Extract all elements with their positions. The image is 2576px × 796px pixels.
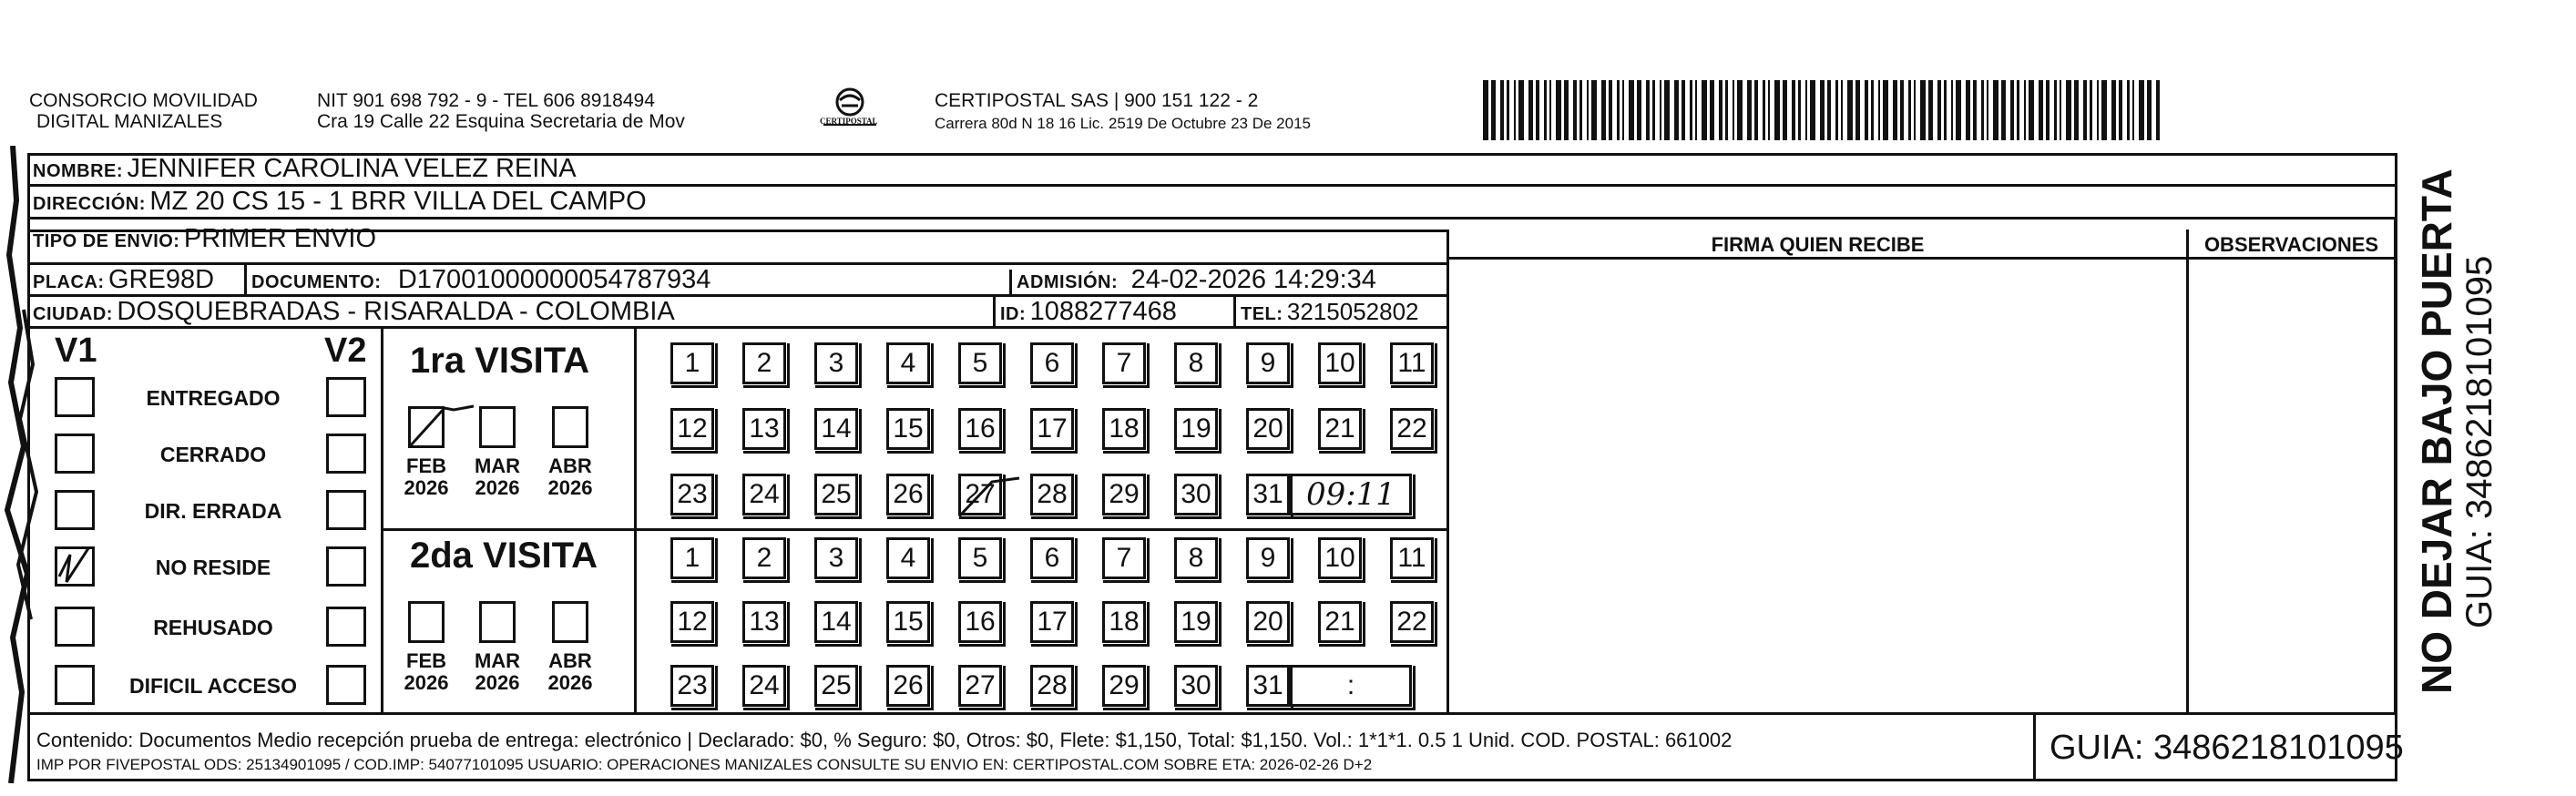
v2-checkbox[interactable]	[326, 434, 366, 474]
day-number: 1	[684, 348, 700, 378]
contents-line: Contenido: Documentos Medio recepción prueba de entrega: electrónico | Declarado: $0, % Seguro: $0, Otros: $0, Flete: $1,150, Total: $1,150. Vol.: 1*1*1. 0.5 1 Unid. COD. POSTAL: 661002	[36, 729, 1733, 751]
id-label: ID:	[1000, 304, 1027, 324]
day-box[interactable]	[1246, 665, 1290, 707]
day-box[interactable]	[1246, 474, 1290, 515]
check-mark-icon	[57, 549, 94, 586]
day-box[interactable]	[1102, 342, 1146, 384]
month-checkbox[interactable]	[552, 406, 588, 448]
address-value: MZ 20 CS 15 - 1 BRR VILLA DEL CAMPO	[149, 187, 647, 216]
day-number: 1	[684, 543, 700, 573]
month-label	[399, 455, 454, 499]
day-number: 19	[1181, 607, 1211, 637]
day-box[interactable]	[958, 408, 1002, 450]
v2-checkbox[interactable]	[326, 665, 366, 705]
tel-label: TEL:	[1241, 304, 1283, 324]
check-mark-icon	[408, 406, 463, 448]
status-label: DIFICIL ACCESO	[128, 674, 297, 698]
company-name-line2: DIGITAL MANIZALES	[36, 111, 223, 132]
city-label: CIUDAD:	[33, 304, 113, 324]
day-number: 15	[893, 413, 924, 444]
nit-line: NIT 901 698 792 - 9 - TEL 606 8918494	[317, 90, 655, 111]
day-number: 17	[1037, 607, 1068, 637]
address-label: DIRECCIÓN:	[33, 194, 146, 214]
month-year: 2026	[475, 476, 520, 499]
month-name: ABR	[548, 454, 592, 477]
certipostal-logo	[818, 84, 882, 140]
day-number: 16	[965, 413, 996, 444]
day-box[interactable]	[814, 601, 858, 643]
v2-header: V2	[324, 332, 367, 370]
day-box[interactable]	[1246, 601, 1290, 643]
day-box[interactable]	[742, 408, 786, 450]
plate-value: GRE98D	[108, 265, 215, 294]
day-box[interactable]	[742, 342, 786, 384]
day-box[interactable]	[1030, 665, 1074, 707]
day-number: 7	[1116, 348, 1132, 378]
day-number: 26	[893, 670, 924, 700]
v1-checkbox[interactable]	[55, 434, 95, 474]
day-number: 22	[1396, 413, 1427, 444]
day-number: 5	[972, 543, 988, 573]
day-number: 27	[965, 670, 996, 700]
day-number: 19	[1181, 413, 1211, 444]
day-box[interactable]	[1030, 408, 1074, 450]
day-number: 3	[828, 348, 844, 378]
day-number: 21	[1324, 607, 1355, 637]
day-box[interactable]	[1030, 474, 1074, 515]
shipping-type-value: PRIMER ENVIO	[183, 224, 377, 253]
document-field	[251, 264, 710, 300]
day-box[interactable]	[670, 474, 714, 515]
day-box[interactable]	[742, 601, 786, 643]
torn-edge-decoration	[0, 146, 55, 783]
day-box[interactable]	[1174, 537, 1218, 579]
month-name: MAR	[474, 649, 521, 672]
day-box[interactable]	[1030, 537, 1074, 579]
month-name: MAR	[474, 454, 521, 477]
day-box[interactable]	[1174, 601, 1218, 643]
day-box[interactable]	[670, 342, 714, 384]
day-box[interactable]	[670, 537, 714, 579]
month-name: FEB	[406, 649, 446, 672]
day-number: 20	[1252, 607, 1283, 637]
month-checkbox[interactable]	[408, 601, 445, 643]
shipping-type-row	[33, 219, 376, 263]
day-box[interactable]	[1246, 537, 1290, 579]
status-label: ENTREGADO	[146, 386, 281, 410]
plate-label: PLACA:	[33, 272, 105, 292]
admission-label: ADMISIÓN:	[1017, 272, 1119, 292]
day-number: 29	[1109, 479, 1140, 509]
day-number: 24	[749, 670, 780, 700]
month-checkbox[interactable]	[552, 601, 588, 643]
day-box[interactable]	[1318, 537, 1362, 579]
day-box[interactable]	[886, 601, 930, 643]
id-value: 1088277468	[1029, 297, 1177, 326]
day-number: 10	[1324, 348, 1355, 378]
day-box[interactable]	[1102, 537, 1146, 579]
day-box[interactable]	[886, 537, 930, 579]
day-number: 8	[1188, 543, 1204, 573]
month-year: 2026	[404, 476, 449, 499]
observations-column-header: OBSERVACIONES	[2203, 233, 2379, 256]
logo-caption: CERTIPOSTAL	[820, 117, 878, 126]
v2-checkbox[interactable]	[326, 490, 366, 530]
month-year: 2026	[404, 671, 449, 694]
day-number: 26	[893, 479, 924, 509]
print-info-line: IMP POR FIVEPOSTAL ODS: 25134901095 / COD.IMP: 54077101095 USUARIO: OPERACIONES MANIZALES CONSULTE SU ENVIO EN: CERTIPOSTAL.COM SOBRE ETA: 2026-02-26 D+2	[36, 756, 1373, 773]
day-box[interactable]	[1246, 408, 1290, 450]
day-box[interactable]	[886, 474, 930, 515]
status-label: DIR. ERRADA	[144, 499, 282, 523]
visit1-time-handwritten: 09:11	[1306, 476, 1395, 513]
guide-number-side: GUIA: 3486218101095	[2459, 255, 2499, 628]
city-field	[33, 296, 675, 332]
day-box[interactable]	[1102, 408, 1146, 450]
month-checkbox[interactable]	[479, 406, 516, 448]
day-number: 8	[1188, 348, 1204, 378]
day-box[interactable]	[1318, 342, 1362, 384]
day-box[interactable]	[958, 537, 1002, 579]
day-number: 25	[821, 670, 852, 700]
day-box[interactable]	[814, 665, 858, 707]
day-number: 27	[965, 479, 996, 509]
no-leave-under-door-warning: NO DEJAR BAJO PUERTA	[2413, 168, 2460, 694]
day-number: 29	[1109, 670, 1140, 700]
day-box[interactable]	[886, 408, 930, 450]
day-number: 4	[900, 543, 916, 573]
day-box[interactable]	[1318, 601, 1362, 643]
day-box[interactable]	[670, 408, 714, 450]
day-box[interactable]	[670, 665, 714, 707]
city-value: DOSQUEBRADAS - RISARALDA - COLOMBIA	[117, 297, 675, 326]
day-number: 22	[1396, 607, 1427, 637]
visit1-title: 1ra VISITA	[410, 341, 590, 381]
day-box[interactable]	[1030, 601, 1074, 643]
check-mark-icon	[956, 476, 1019, 522]
day-number: 11	[1397, 543, 1426, 573]
month-year: 2026	[547, 671, 593, 694]
month-label	[470, 455, 525, 499]
day-number: 11	[1397, 348, 1426, 378]
day-number: 23	[677, 670, 708, 700]
day-number: 12	[677, 413, 708, 444]
sender-address-line: Cra 19 Calle 22 Esquina Secretaria de Mov	[317, 111, 685, 132]
month-year: 2026	[547, 476, 593, 499]
shipping-type-label: TIPO DE ENVIO:	[33, 231, 180, 251]
day-box[interactable]	[1174, 408, 1218, 450]
day-number: 24	[749, 479, 780, 509]
day-number: 23	[677, 479, 708, 509]
v1-checkbox[interactable]	[55, 607, 95, 647]
day-number: 9	[1260, 543, 1276, 573]
visit1-time-box[interactable]	[1290, 474, 1412, 515]
day-box[interactable]	[670, 601, 714, 643]
day-box[interactable]	[1390, 537, 1434, 579]
admission-field	[1017, 264, 1376, 300]
address-row	[33, 186, 647, 221]
v2-checkbox[interactable]	[326, 607, 366, 647]
month-label	[543, 650, 598, 694]
day-box[interactable]	[1174, 665, 1218, 707]
v1-checkbox[interactable]	[55, 490, 95, 530]
document-label: DOCUMENTO:	[251, 272, 382, 292]
day-box[interactable]	[1318, 408, 1362, 450]
visit2-title: 2da VISITA	[410, 536, 598, 576]
month-label	[470, 650, 525, 694]
name-row	[33, 153, 577, 189]
day-box[interactable]	[958, 342, 1002, 384]
day-number: 18	[1109, 607, 1140, 637]
day-box[interactable]	[814, 474, 858, 515]
day-number: 9	[1260, 348, 1276, 378]
day-number: 18	[1109, 413, 1140, 444]
day-number: 15	[893, 607, 924, 637]
day-number: 17	[1037, 413, 1068, 444]
month-name: ABR	[548, 649, 592, 672]
day-number: 2	[756, 348, 772, 378]
day-box[interactable]	[814, 342, 858, 384]
day-number: 30	[1181, 479, 1211, 509]
day-box[interactable]	[1390, 601, 1434, 643]
day-number: 3	[828, 543, 844, 573]
day-box[interactable]	[1102, 474, 1146, 515]
day-box[interactable]	[886, 342, 930, 384]
v1-header: V1	[55, 332, 97, 370]
day-number: 5	[972, 348, 988, 378]
day-number: 6	[1044, 348, 1060, 378]
signature-column-header: FIRMA QUIEN RECIBE	[1711, 233, 1925, 256]
month-label	[399, 650, 454, 694]
v1-checkbox[interactable]	[55, 546, 95, 587]
day-box[interactable]	[958, 601, 1002, 643]
month-checkbox[interactable]	[408, 406, 445, 448]
month-label	[543, 455, 598, 499]
day-number: 2	[756, 543, 772, 573]
day-box[interactable]	[1030, 342, 1074, 384]
day-number: 4	[900, 348, 916, 378]
carrier-line2: Carrera 80d N 18 16 Lic. 2519 De Octubre 23 De 2015	[935, 115, 1311, 132]
status-label: REHUSADO	[153, 616, 273, 639]
admission-value: 24-02-2026 14:29:34	[1130, 265, 1376, 294]
month-name: FEB	[406, 454, 446, 477]
day-number: 14	[821, 413, 852, 444]
day-number: 31	[1252, 670, 1283, 700]
visit2-time-placeholder: :	[1346, 670, 1355, 700]
day-number: 25	[821, 479, 852, 509]
day-number: 7	[1116, 543, 1132, 573]
day-number: 30	[1181, 670, 1211, 700]
day-box[interactable]	[1390, 408, 1434, 450]
certipostal-logo-icon	[818, 84, 882, 140]
name-label: NOMBRE:	[33, 161, 124, 181]
day-number: 31	[1252, 479, 1283, 509]
document-value: D17001000000054787934	[397, 265, 711, 294]
day-number: 16	[965, 607, 996, 637]
day-box[interactable]	[1102, 665, 1146, 707]
day-box[interactable]	[814, 408, 858, 450]
visit2-time-box[interactable]	[1290, 665, 1412, 707]
day-number: 13	[749, 607, 780, 637]
v1-checkbox[interactable]	[55, 665, 95, 705]
day-box[interactable]	[814, 537, 858, 579]
status-label: NO RESIDE	[155, 556, 271, 579]
day-number: 28	[1037, 670, 1068, 700]
day-box[interactable]	[742, 474, 786, 515]
day-box[interactable]	[958, 474, 1002, 515]
day-box[interactable]	[1174, 342, 1218, 384]
day-number: 14	[821, 607, 852, 637]
id-field	[1000, 296, 1177, 332]
v1-checkbox[interactable]	[55, 377, 95, 417]
company-name-line1: CONSORCIO MOVILIDAD	[29, 90, 258, 111]
day-number: 10	[1324, 543, 1355, 573]
v2-checkbox[interactable]	[326, 377, 366, 417]
barcode	[1483, 80, 2166, 140]
day-number: 28	[1037, 479, 1068, 509]
name-value: JENNIFER CAROLINA VELEZ REINA	[127, 154, 577, 183]
day-box[interactable]	[1174, 474, 1218, 515]
carrier-line1: CERTIPOSTAL SAS | 900 151 122 - 2	[935, 90, 1259, 111]
day-box[interactable]	[742, 665, 786, 707]
day-number: 21	[1324, 413, 1355, 444]
day-number: 6	[1044, 543, 1060, 573]
guide-number-footer: GUIA: 3486218101095	[2050, 729, 2404, 767]
day-box[interactable]	[1390, 342, 1434, 384]
plate-field	[33, 264, 214, 300]
day-box[interactable]	[886, 665, 930, 707]
day-box[interactable]	[1102, 601, 1146, 643]
day-box[interactable]	[958, 665, 1002, 707]
month-year: 2026	[475, 671, 520, 694]
v2-checkbox[interactable]	[326, 546, 366, 587]
day-number: 13	[749, 413, 780, 444]
day-number: 12	[677, 607, 708, 637]
day-box[interactable]	[742, 537, 786, 579]
status-label: CERRADO	[159, 443, 267, 466]
month-checkbox[interactable]	[479, 601, 516, 643]
tel-value: 3215052802	[1286, 298, 1419, 325]
day-number: 20	[1252, 413, 1283, 444]
tel-field	[1241, 296, 1419, 332]
day-box[interactable]	[1246, 342, 1290, 384]
